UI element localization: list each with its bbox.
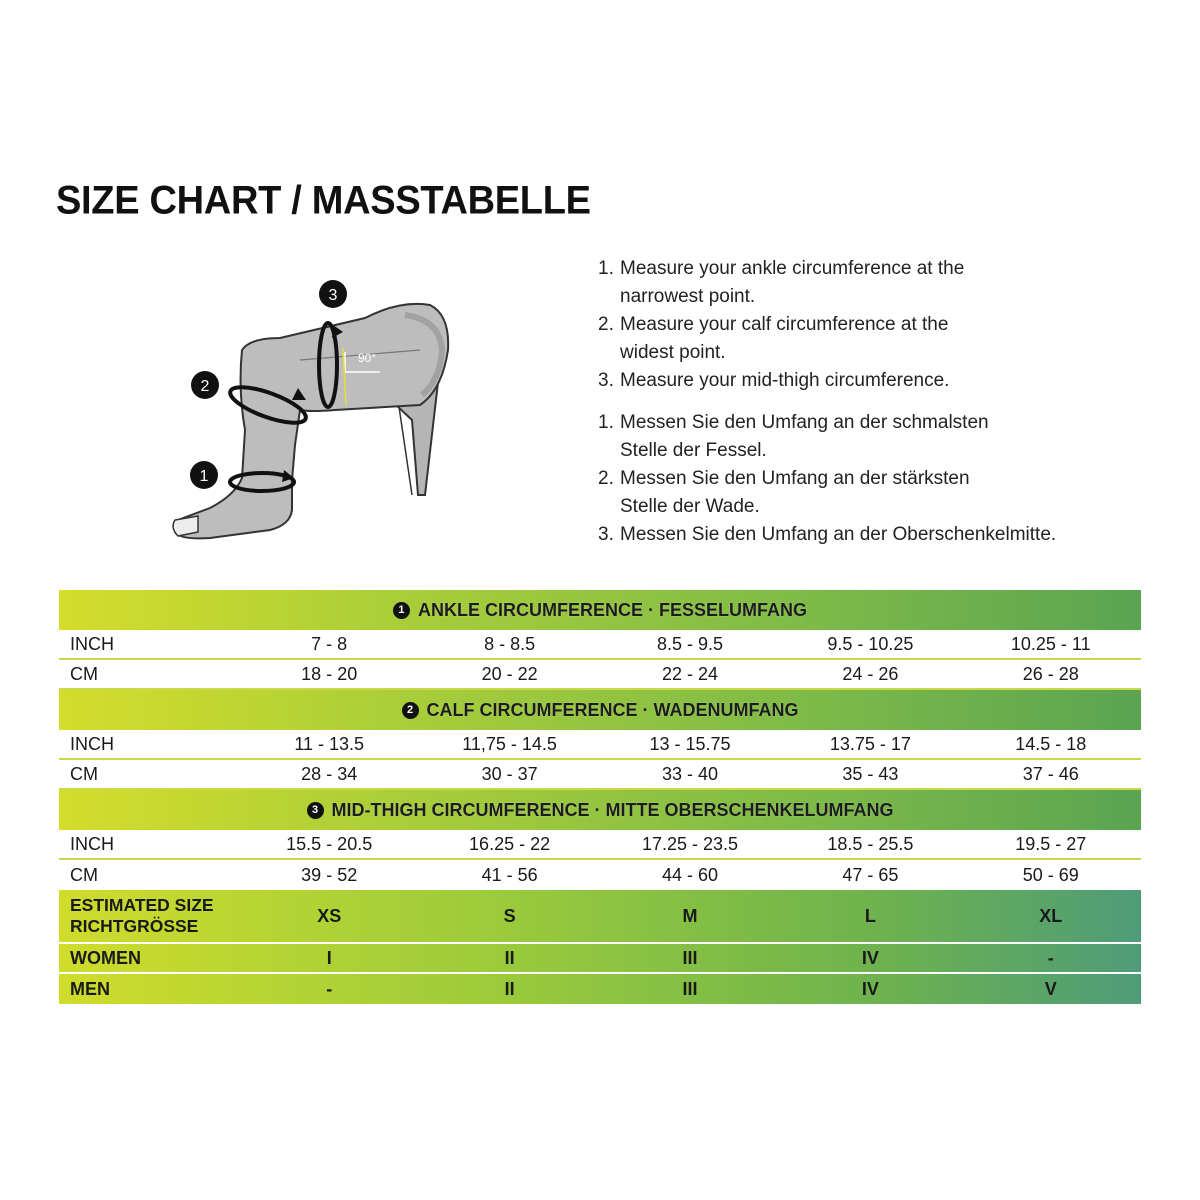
table-row: INCH 7 - 8 8 - 8.5 8.5 - 9.5 9.5 - 10.25 10.25 - 11 xyxy=(59,630,1141,660)
table-row: CM 28 - 34 30 - 37 33 - 40 35 - 43 37 - 46 xyxy=(59,760,1141,790)
table-row: INCH 11 - 13.5 11,75 - 14.5 13 - 15.75 13.75 - 17 14.5 - 18 xyxy=(59,730,1141,760)
women-size-row: WOMEN I II III IV - xyxy=(59,944,1141,974)
table-row: CM 18 - 20 20 - 22 22 - 24 24 - 26 26 - 28 xyxy=(59,660,1141,690)
instruction-item: 3. Measure your mid-thigh circumference. xyxy=(598,370,950,391)
instructions-german xyxy=(598,409,1158,549)
section-header-thigh: 3 MID-THIGH CIRCUMFERENCE · MITTE OBERSCHENKELUMFANG xyxy=(59,790,1141,830)
instruction-item: 1. Measure your ankle circumference at the narrowest point. xyxy=(598,258,965,307)
men-size-row: MEN - II III IV V xyxy=(59,974,1141,1004)
angle-label: 90° xyxy=(358,351,377,365)
size-table xyxy=(59,590,1141,1004)
table-row: CM 39 - 52 41 - 56 44 - 60 47 - 65 50 - 69 xyxy=(59,860,1141,890)
section-header-ankle: 1 ANKLE CIRCUMFERENCE · FESSELUMFANG xyxy=(59,590,1141,630)
estimated-size-label: ESTIMATED SIZE RICHTGRÖSSE xyxy=(70,895,214,936)
leg-shape xyxy=(175,304,448,538)
instruction-item: 1. Messen Sie den Umfang an der schmalsten Stelle der Fessel. xyxy=(598,412,989,461)
instructions-english xyxy=(598,255,1158,395)
instruction-item: 3. Messen Sie den Umfang an der Oberschenkelmitte. xyxy=(598,524,1057,545)
page-title: SIZE CHART / MASSTABELLE xyxy=(56,178,591,224)
marker-3-label: 3 xyxy=(328,287,338,304)
leg-measurement-illustration xyxy=(150,270,480,560)
marker-2-label: 2 xyxy=(200,378,210,395)
instruction-item: 2. Messen Sie den Umfang an der stärksten Stelle der Wade. xyxy=(598,468,970,517)
table-row: INCH 15.5 - 20.5 16.25 - 22 17.25 - 23.5 18.5 - 25.5 19.5 - 27 xyxy=(59,830,1141,860)
instruction-item: 2. Measure your calf circumference at the widest point. xyxy=(598,314,949,363)
toes-shape xyxy=(173,516,198,536)
marker-1-label: 1 xyxy=(199,468,209,485)
measurement-instructions xyxy=(598,255,1158,559)
section-header-calf: 2 CALF CIRCUMFERENCE · WADENUMFANG xyxy=(59,690,1141,730)
estimated-size-row: ESTIMATED SIZE RICHTGRÖSSE XS S M L XL xyxy=(59,890,1141,944)
